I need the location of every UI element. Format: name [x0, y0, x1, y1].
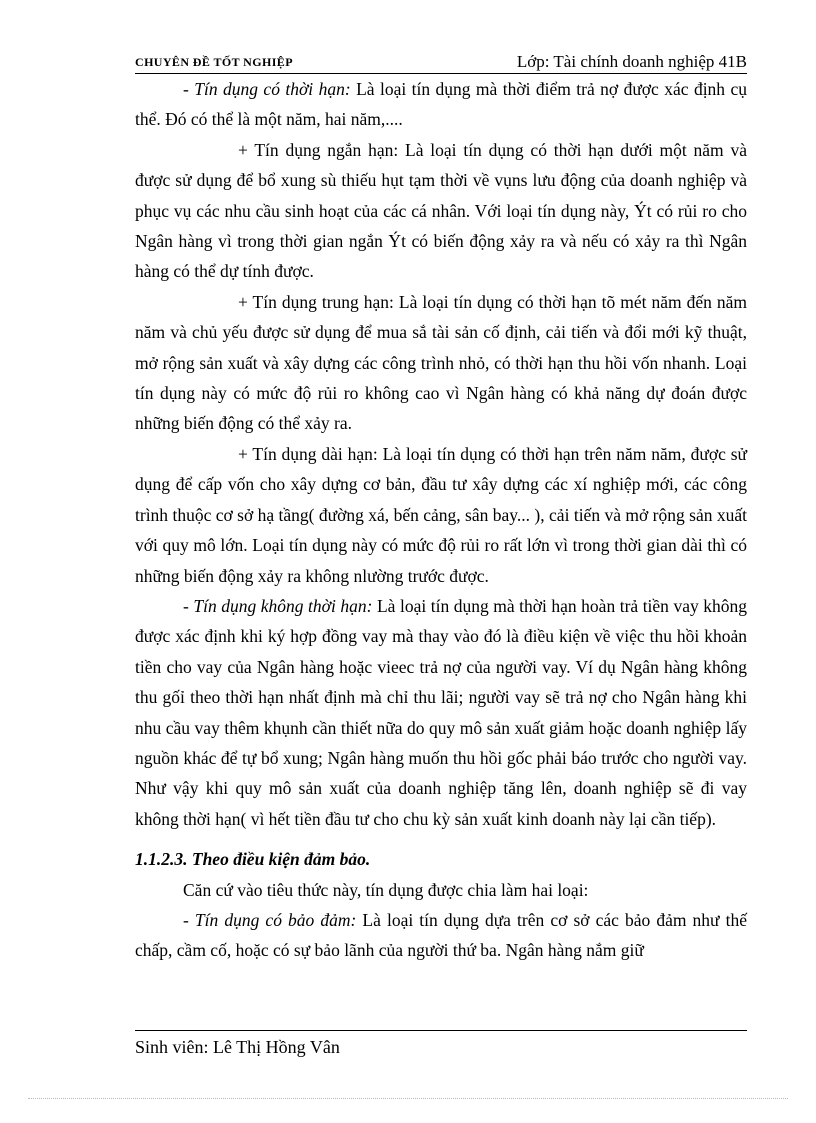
header-class: Lớp: Tài chính doanh nghiệp 41B	[516, 52, 747, 71]
paragraph-text: Là loại tín dụng mà thời hạn hoàn trả tiền vay không được xác định khi ký hợp đồng vay mà thay vào đó là điều kiện về việc thu hồi khoản tiền cho vay của Ngân hàng hoặc vieec trả nợ của người vay. Ví dụ Ngân hàng không thu gốỉ theo thời hạn nhất định mà chỉ thu lãi; người vay sẽ trả nợ cho Ngân hàng khi nhu cầu vay thêm khụnh cần thiết nữa do quy mô sản xuất giảm hoặc doanh nghiệp lấy nguồn khác để tự bổ xung; Ngân hàng muốn thu hồi gốc phải báo trước cho người vay. Như vậy khi quy mô sản xuất của doanh nghiệp tăng lên, doanh nghiệp sẽ đi vay không thời hạn( vì hết tiền đầu tư cho chu kỳ sản xuất kinh doanh này lại cần tiếp).	[135, 595, 747, 829]
term-label: - Tín dụng có bảo đảm:	[183, 909, 357, 930]
term-label: - Tín dụng không thời hạn:	[183, 595, 373, 616]
paragraph-no-term	[135, 591, 747, 834]
paragraph-fixed-term	[135, 74, 747, 135]
paragraph-text: Là loại tín dụng dựa trên cơ sở các bảo đảm như thế chấp, cầm cố, hoặc có sự bảo lãnh của người thứ ba. Ngân hàng nắm giữ	[135, 909, 748, 961]
header-title: CHUYÊN ĐỀ TỐT NGHIỆP	[135, 55, 293, 69]
footer-student: Sinh viên: Lê Thị Hồng Vân	[135, 1037, 340, 1057]
paragraph-text: Là loại tín dụng mà thời điểm trả nợ được xác định cụ thể. Đó có thể là một năm, hai năm,....	[135, 79, 747, 130]
paragraph-intro: Căn cứ vào tiêu thức này, tín dụng được chia làm hai loại:	[183, 879, 589, 900]
footer-rule	[135, 1030, 747, 1031]
page-header	[135, 50, 747, 74]
paragraph-secured	[135, 905, 747, 966]
term-label: - Tín dụng có thời hạn:	[183, 79, 351, 99]
section-heading: 1.1.2.3. Theo điều kiện đảm bảo.	[135, 849, 371, 870]
paragraph-short-term: + Tín dụng ngắn hạn: Là loại tín dụng có thời hạn dưới một năm và được sử dụng để bổ xung sù thiếu hụt tạm thời về vụns lưu động của doanh nghiệp và phục vụ các nhu cầu sinh hoạt của các cá nhân. Với loại tín dụng này, Ýt có rủi ro cho Ngân hàng vì trong thời gian ngắn Ýt có biến động xảy ra và nếu có xảy ra thì Ngân hàng có thể dự tính được.	[135, 139, 747, 282]
page-edge-divider	[28, 1098, 788, 1099]
paragraph-medium-term: + Tín dụng trung hạn: Là loại tín dụng có thời hạn tõ mét năm đến năm năm và chủ yếu được sử dụng để mua sắ tài sản cố định, cải tiến và đổi mới kỹ thuật, mở rộng sản xuất và xây dựng các công trình nhỏ, có thời hạn thu hồi vốn nhanh. Loại tín dụng này có mức độ rủi ro không cao vì Ngân hàng có khả năng dự đoán được những biến động có thể xảy ra.	[135, 291, 747, 434]
paragraph-long-term: + Tín dụng dài hạn: Là loại tín dụng có thời hạn trên năm năm, được sử dụng để cấp vốn cho xây dựng cơ bản, đầu tư xây dựng các xí nghiệp mới, các công trình thuộc cơ sở hạ tầng( đường xá, bến cảng, sân bay... ), cải tiến và mở rộng sản xuất với quy mô lớn. Loại tín dụng này có mức độ rủi ro rất lớn vì trong thời gian dài thì có những biến động xảy ra không nlường trước được.	[135, 443, 747, 586]
document-body	[135, 74, 747, 966]
